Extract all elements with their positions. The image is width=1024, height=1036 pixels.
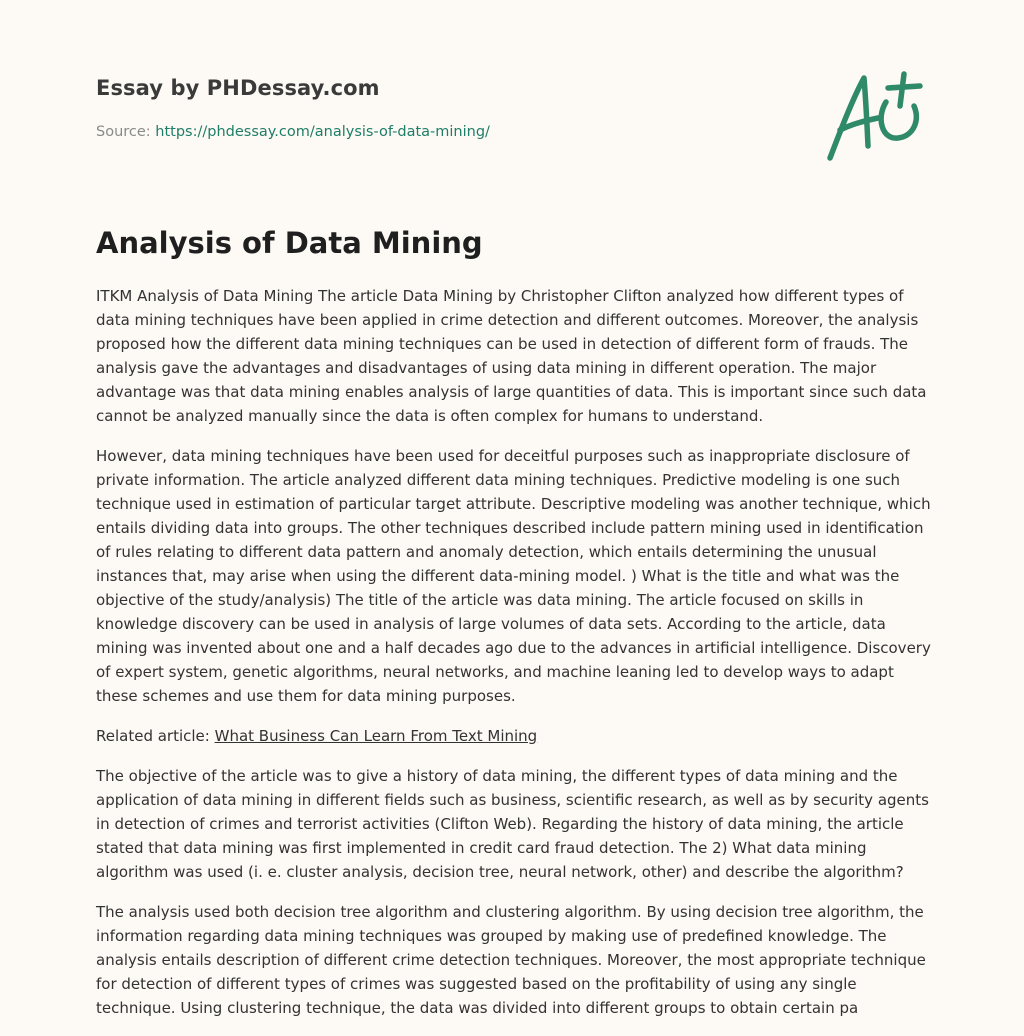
paragraph: However, data mining techniques have been used for deceitful purposes such as inappropriate disclosure of private information. The article analyzed different data mining techniques. Predictive modeling is one such technique used in estimation of particular target attribute. Descriptive modeling was another technique, which entails dividing data into groups. The other techniques described include pattern mining used in identification of rules relating to different data pattern and anomaly detection, which entails determining the unusual instances that, may arise when using the different data-mining model. ) What is the title and what was the objective of the study/analysis) The title of the article was data mining. The article focused on skills in knowledge discovery can be used in analysis of large volumes of data sets. According to the article, data mining was invented about one and a half decades ago due to the advances in artificial intelligence. Discovery of expert system, genetic algorithms, neural networks, and machine leaning led to develop ways to adapt these schemes and use them for data mining purposes. — [96, 447, 931, 705]
source-line — [96, 124, 490, 140]
related-article-link[interactable]: What Business Can Learn From Text Mining — [214, 727, 538, 745]
article-title: Analysis of Data Mining — [96, 226, 483, 260]
paragraph: The objective of the article was to give a history of data mining, the different types of data mining and the application of data mining in different fields such as business, scientific research, as well as by security agents in detection of crimes and terrorist activities (Clifton Web). Regarding the history of data mining, the article stated that data mining was first implemented in credit card fraud detection. The 2) What data mining algorithm was used (i. e. cluster analysis, decision tree, neural network, other) and describe the algorithm? — [96, 767, 929, 881]
source-link[interactable]: https://phdessay.com/analysis-of-data-mining/ — [155, 124, 490, 140]
source-label: Source: — [96, 124, 151, 140]
site-brand: Essay by PHDessay.com — [96, 76, 380, 100]
paragraph: The analysis used both decision tree algorithm and clustering algorithm. By using decision tree algorithm, the information regarding data mining techniques was grouped by making use of predefined knowledge. The analysis entails description of different crime detection techniques. Moreover, the most appropriate technique for detection of different types of crimes was suggested based on the profitability of using any single technique. Using clustering technique, the data was divided into different groups to obtain certain pa — [96, 903, 926, 1017]
paragraph: ITKM Analysis of Data Mining The article Data Mining by Christopher Clifton analyzed how different types of data mining techniques have been applied in crime detection and different outcomes. Moreover, the analysis proposed how the different data mining techniques can be used in detection of different form of frauds. The analysis gave the advantages and disadvantages of using data mining in different operation. The major advantage was that data mining enables analysis of large quantities of data. This is important since such data cannot be analyzed manually since the data is often complex for humans to understand. — [96, 287, 927, 425]
related-article — [96, 724, 936, 748]
article-body — [96, 284, 936, 1036]
a-plus-logo-icon — [818, 66, 930, 166]
related-label: Related article: — [96, 727, 215, 745]
